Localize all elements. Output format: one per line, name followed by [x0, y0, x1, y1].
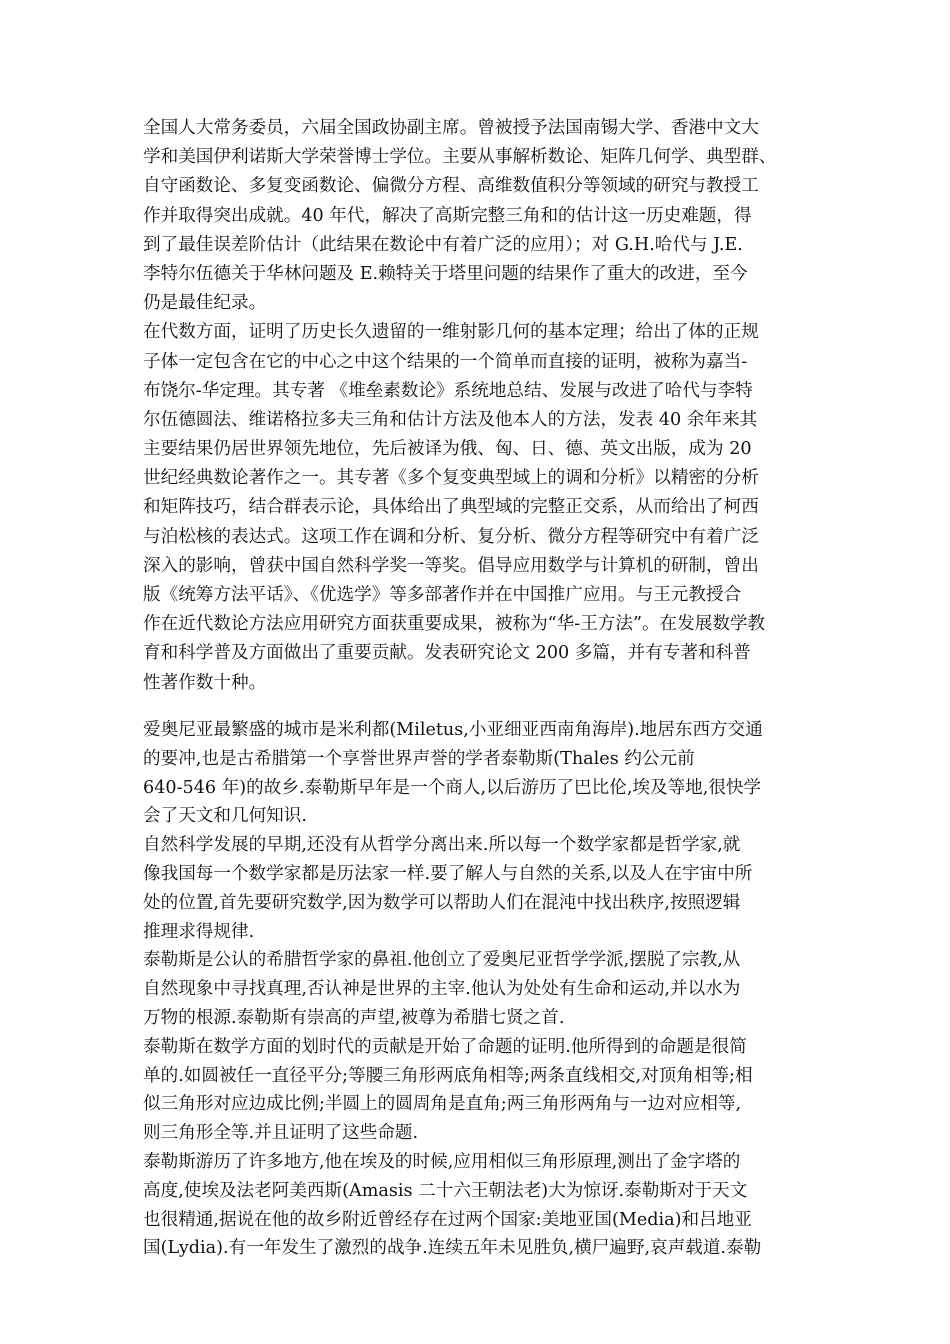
- text-line: 与泊松核的表达式。这项工作在调和分析、复分析、微分方程等研究中有着广泛: [143, 526, 759, 547]
- biography-section: [143, 114, 815, 698]
- text-line: 640-546 年)的故乡.泰勒斯早年是一个商人,以后游历了巴比伦,埃及等地,很快学: [143, 777, 762, 798]
- text-line: 作在近代数论方法应用研究方面获重要成果，被称为“华-王方法”。在发展数学教: [143, 614, 766, 635]
- text-line: 会了天文和几何知识.: [143, 806, 307, 827]
- text-line: 和矩阵技巧，结合群表示论，具体给出了典型域的完整正交系，从而给出了柯西: [143, 497, 759, 518]
- text-line: 单的.如圆被任一直径平分;等腰三角形两底角相等;两条直线相交,对顶角相等;相: [143, 1065, 753, 1086]
- text-line: 李特尔伍德关于华林问题及 E.赖特关于塔里问题的结果作了重大的改进，至今: [143, 263, 748, 284]
- text-line: 全国人大常务委员，六届全国政协副主席。曾被授予法国南锡大学、香港中文大: [143, 118, 759, 138]
- text-line: 爱奥尼亚最繁盛的城市是米利都(Miletus,小亚细亚西南角海岸).地居东西方交通: [143, 720, 763, 740]
- text-line: 主要结果仍居世界领先地位，先后被译为俄、匈、日、德、英文出版，成为 20: [143, 439, 752, 460]
- text-line: 到了最佳误差阶估计（此结果在数论中有着广泛的应用）；对 G.H.哈代与 J.E.: [143, 234, 743, 255]
- text-line: 万物的根源.泰勒斯有崇高的声望,被尊为希腊七贤之首.: [143, 1007, 565, 1028]
- text-line: 布饶尔-华定理。其专著 《堆垒素数论》系统地总结、发展与改进了哈代与李特: [143, 380, 753, 401]
- text-line: 泰勒斯游历了许多地方,他在埃及的时候,应用相似三角形原理,测出了金字塔的: [143, 1151, 741, 1172]
- text-line: 高度,使埃及法老阿美西斯(Amasis 二十六王朝法老)大为惊讶.泰勒斯对于天文: [143, 1180, 748, 1201]
- text-line: 则三角形全等.并且证明了这些命题.: [143, 1123, 419, 1144]
- text-line: 像我国每一个数学家都是历法家一样.要了解人与自然的关系,以及人在宇宙中所: [143, 863, 753, 884]
- text-line: 育和科学普及方面做出了重要贡献。发表研究论文 200 多篇，并有专著和科普: [143, 643, 751, 664]
- text-line: 作并取得突出成就。40 年代，解决了高斯完整三角和的估计这一历史难题，得: [143, 205, 752, 226]
- text-line: 似三角形对应边成比例;半圆上的圆周角是直角;两三角形两角与一边对应相等,: [143, 1094, 742, 1115]
- text-line: 性著作数十种。: [143, 672, 267, 693]
- text-line: 自然科学发展的早期,还没有从哲学分离出来.所以每一个数学家都是哲学家,就: [143, 835, 741, 856]
- text-line: 泰勒斯是公认的希腊哲学家的鼻祖.他创立了爱奥尼亚哲学学派,摆脱了宗教,从: [143, 950, 741, 971]
- text-line: 世纪经典数论著作之一。其专著《多个复变典型域上的调和分析》以精密的分析: [143, 468, 759, 489]
- text-line: 推理求得规律.: [143, 921, 255, 942]
- text-line: 在代数方面，证明了历史长久遗留的一维射影几何的基本定理；给出了体的正规: [143, 322, 759, 343]
- text-line: 子体一定包含在它的中心之中这个结果的一个简单而直接的证明，被称为嘉当-: [143, 351, 748, 372]
- text-line: 处的位置,首先要研究数学,因为数学可以帮助人们在混沌中找出秩序,按照逻辑: [143, 892, 741, 913]
- text-line: 国(Lydia).有一年发生了激烈的战争.连续五年未见胜负,横尸遍野,哀声载道.泰勒: [143, 1238, 762, 1259]
- text-line: 学和美国伊利诺斯大学荣誉博士学位。主要从事解析数论、矩阵几何学、典型群、: [143, 147, 777, 168]
- text-line: 版《统筹方法平话》、《优选学》等多部著作并在中国推广应用。与王元教授合: [143, 585, 742, 605]
- text-line: 自然现象中寻找真理,否认神是世界的主宰.他认为处处有生命和运动,并以水为: [143, 979, 741, 1000]
- text-line: 仍是最佳纪录。: [143, 293, 267, 314]
- text-line: 自守函数论、多复变函数论、偏微分方程、高维数值积分等领域的研究与教授工: [143, 176, 759, 197]
- text-line: 也很精通,据说在他的故乡附近曾经存在过两个国家:美地亚国(Media)和吕地亚: [143, 1209, 752, 1230]
- text-line: 泰勒斯在数学方面的划时代的贡献是开始了命题的证明.他所得到的命题是很简: [143, 1036, 747, 1057]
- text-line: 的要冲,也是古希腊第一个享誉世界声誉的学者泰勒斯(Thales 约公元前: [143, 748, 695, 769]
- text-line: 深入的影响，曾获中国自然科学奖一等奖。倡导应用数学与计算机的研制，曾出: [143, 555, 759, 576]
- thales-section: [143, 716, 815, 1263]
- text-line: 尔伍德圆法、维诺格拉多夫三角和估计方法及他本人的方法，发表 40 余年来其: [143, 409, 758, 430]
